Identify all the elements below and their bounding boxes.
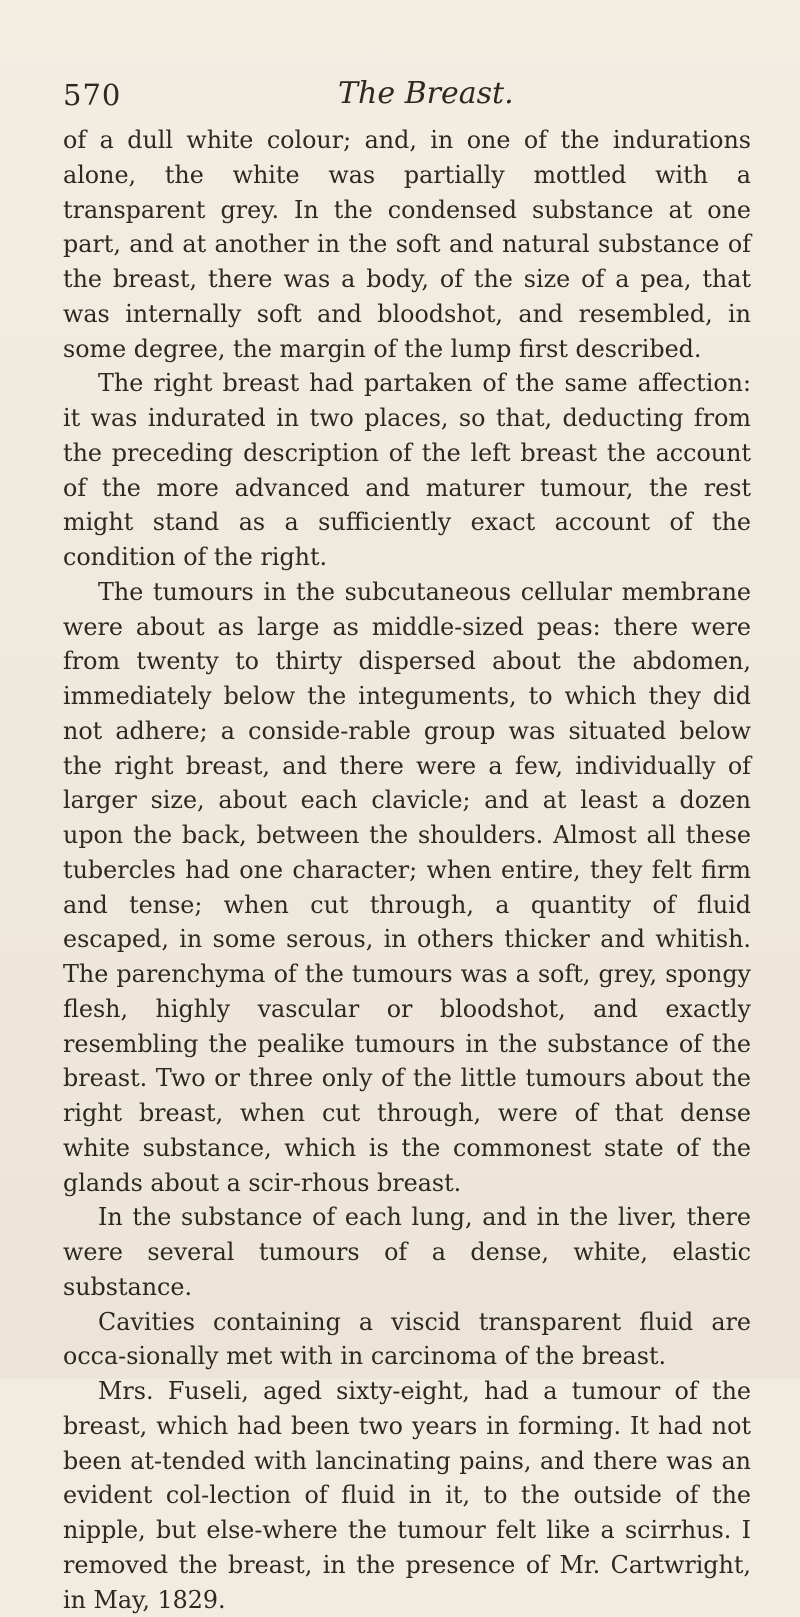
paragraph-cavities: Cavities containing a viscid transparent fluid are occa-sionally met with in carcinoma of the breast. bbox=[63, 1307, 751, 1371]
page-number: 570 bbox=[63, 78, 122, 112]
running-title: The Breast. bbox=[338, 76, 514, 111]
paragraph-lung-liver: In the substance of each lung, and in the liver, there were several tumours of a dense, white, elastic substance. bbox=[63, 1203, 751, 1301]
paragraph-continuation: of a dull white colour; and, in one of the indurations alone, the white was partially mottled with a transparent grey. In the condensed substance at one part, and at another in the soft and natural substance of the breast, there was a body, of the size of a pea, that was internally soft and bloodshot, and resembled, in some degree, the margin of the lump first described. bbox=[63, 126, 751, 363]
paragraph-case-fuseli: Mrs. Fuseli, aged sixty-eight, had a tumour of the breast, which had been two years in forming. It had not been at-tended with lancinating pains, and there was an evident col-lection of fluid in it, to the outside of the nipple, but else-where the tumour felt like a scirrhus. I removed the breast, in the presence of Mr. Cartwright, in May, 1829. bbox=[63, 1377, 751, 1614]
page-header bbox=[0, 78, 800, 118]
paragraph-subcutaneous-tumours: The tumours in the subcutaneous cellular membrane were about as large as middle-sized peas: there were from twenty to thirty dispersed about the abdomen, immediately below the integuments, to which they did not adhere; a conside-rable group was situated below the right breast, and there were a few, individually of larger size, about each clavicle; and at least a dozen upon the back, between the shoulders. Almost all these tubercles had one character; when entire, they felt firm and tense; when cut through, a quantity of fluid escaped, in some serous, in others thicker and whitish. The parenchyma of the tumours was a soft, grey, spongy flesh, highly vascular or bloodshot, and exactly resembling the pealike tumours in the substance of the breast. Two or three only of the little tumours about the right breast, when cut through, were of that dense white substance, which is the commonest state of the glands about a scir-rhous breast. bbox=[63, 577, 751, 1197]
body-text bbox=[63, 123, 751, 1617]
paragraph-right-breast: The right breast had partaken of the same affection: it was indurated in two places, so that, deducting from the preceding description of the left breast the account of the more advanced and maturer tumour, the rest might stand as a sufficiently exact account of the condition of the right. bbox=[63, 369, 751, 571]
